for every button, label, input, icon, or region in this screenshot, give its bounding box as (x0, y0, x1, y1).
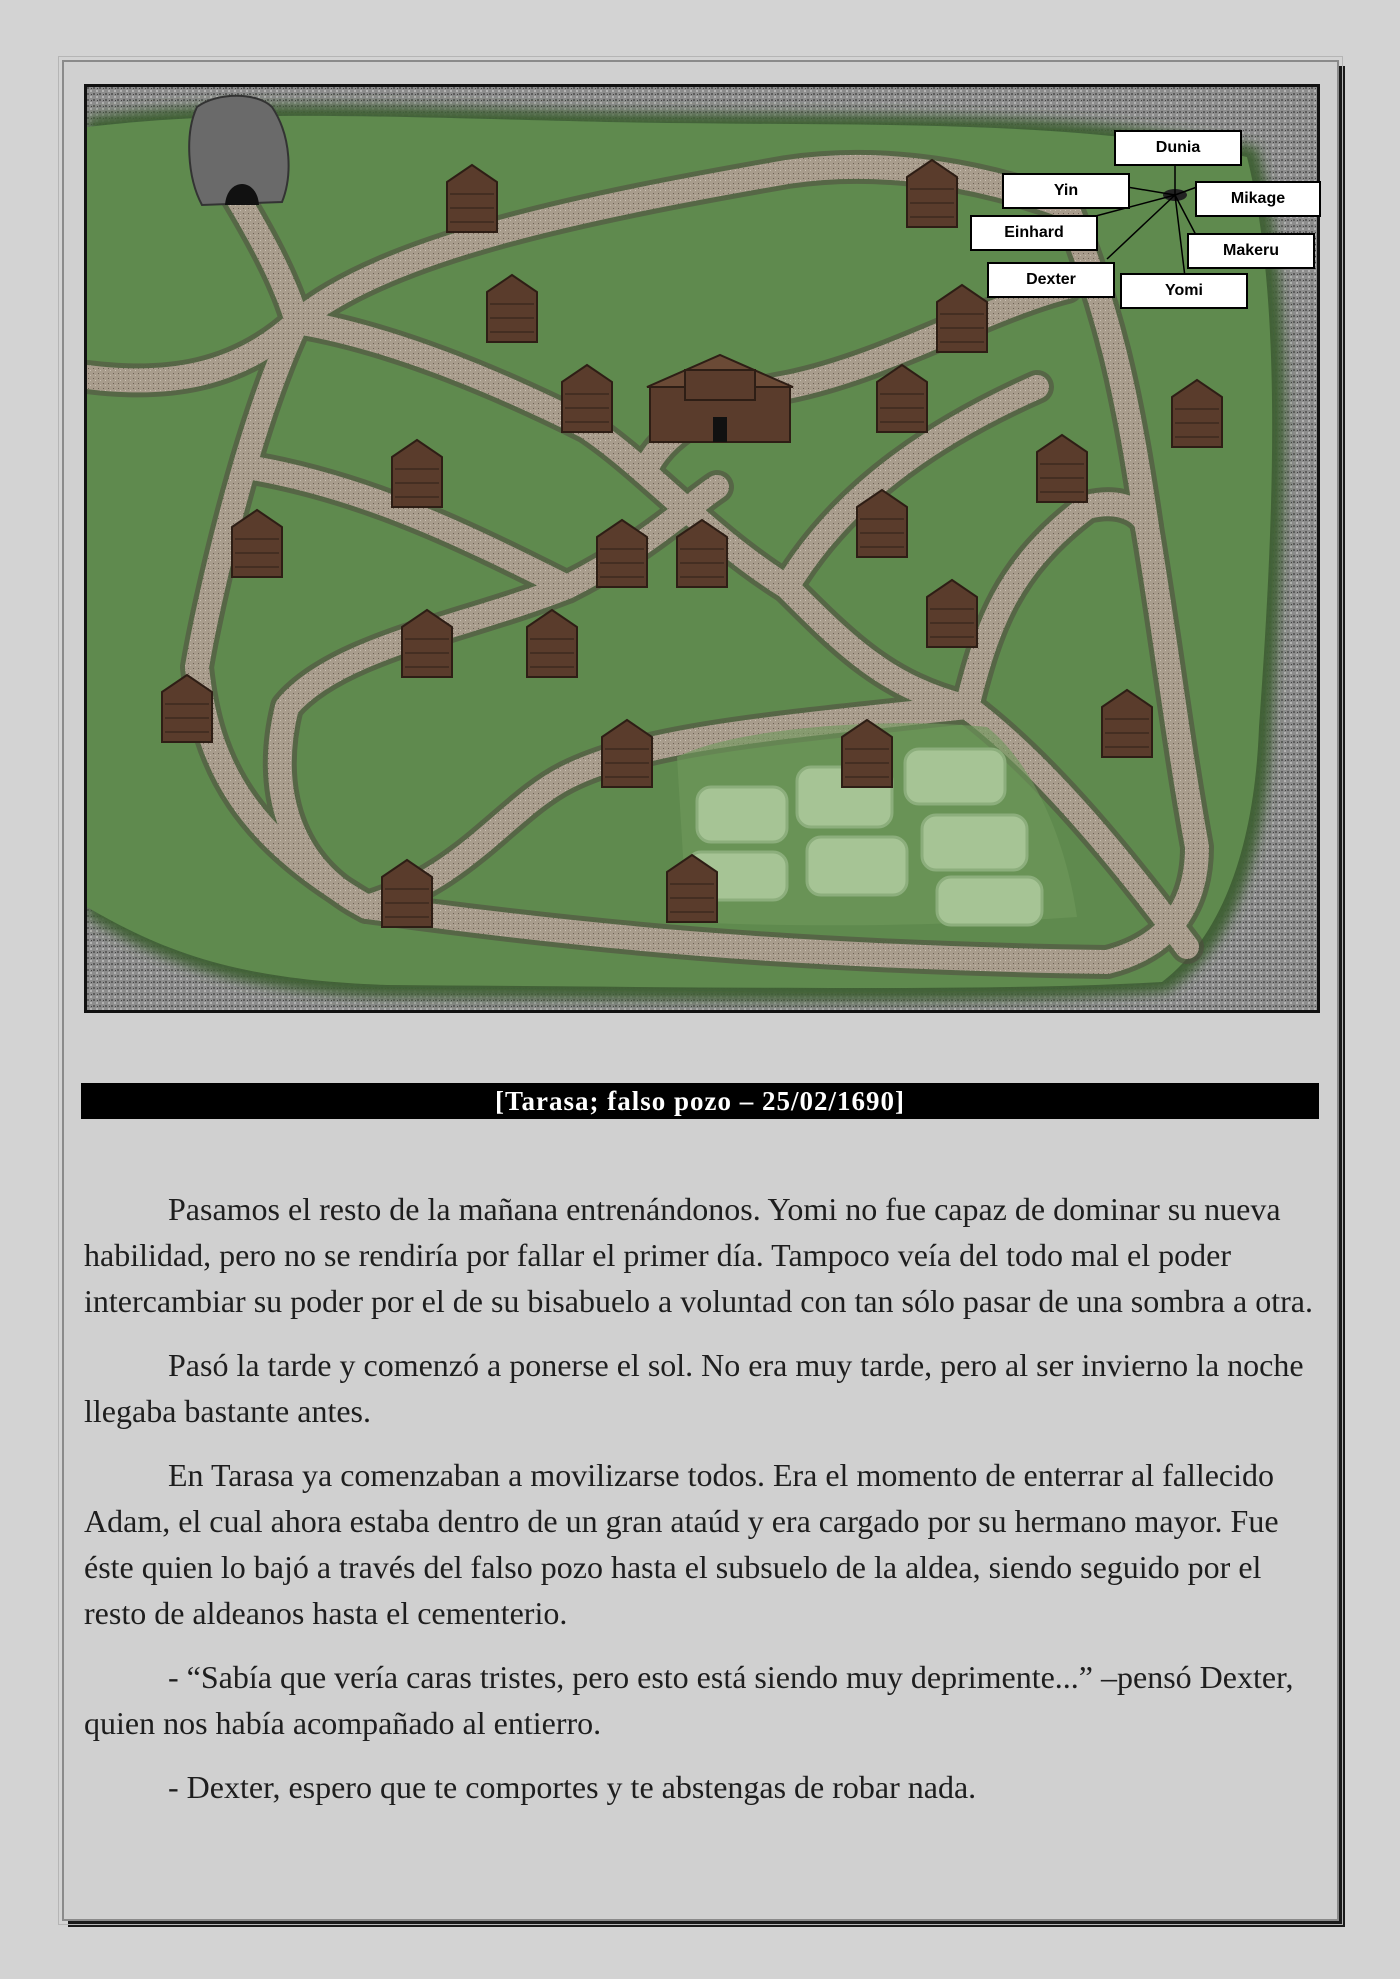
paragraph-1: Pasamos el resto de la mañana entrenándonos. Yomi no fue capaz de dominar su nueva habilidad, pero no se rendiría por fallar el primer día. Tampoco veía del todo mal el poder intercambiar su poder por el de su bisabuelo a voluntad con tan sólo pasar de una sombra a otra. (84, 1191, 1313, 1319)
label-yin: Yin (1002, 173, 1130, 209)
paragraph-5: - Dexter, espero que te comportes y te abstengas de robar nada. (168, 1769, 977, 1805)
paragraph-2: Pasó la tarde y comenzó a ponerse el sol. No era muy tarde, pero al ser invierno la noche llegaba bastante antes. (84, 1347, 1304, 1429)
paragraph-4: - “Sabía que vería caras tristes, pero esto está siendo muy deprimente...” –pensó Dexter, quien nos había acompañado al entierro. (84, 1659, 1294, 1741)
paragraph-3: En Tarasa ya comenzaban a movilizarse todos. Era el momento de enterrar al fallecido Adam, el cual ahora estaba dentro de un gran ataúd y era cargado por su hermano mayor. Fue éste quien lo bajó a través del falso pozo hasta el subsuelo de la aldea, siendo seguido por el resto de aldeanos hasta el cementerio. (84, 1457, 1279, 1631)
label-dexter: Dexter (987, 262, 1115, 298)
label-dunia: Dunia (1114, 130, 1242, 166)
label-yomi: Yomi (1120, 273, 1248, 309)
cave-icon (189, 96, 288, 205)
label-mikage: Mikage (1195, 181, 1321, 217)
label-einhard: Einhard (970, 215, 1098, 251)
label-makeru: Makeru (1187, 233, 1315, 269)
section-heading: [Tarasa; falso pozo – 25/02/1690] (81, 1083, 1319, 1119)
village-map (84, 84, 1320, 1013)
story-text (84, 1186, 1314, 1828)
